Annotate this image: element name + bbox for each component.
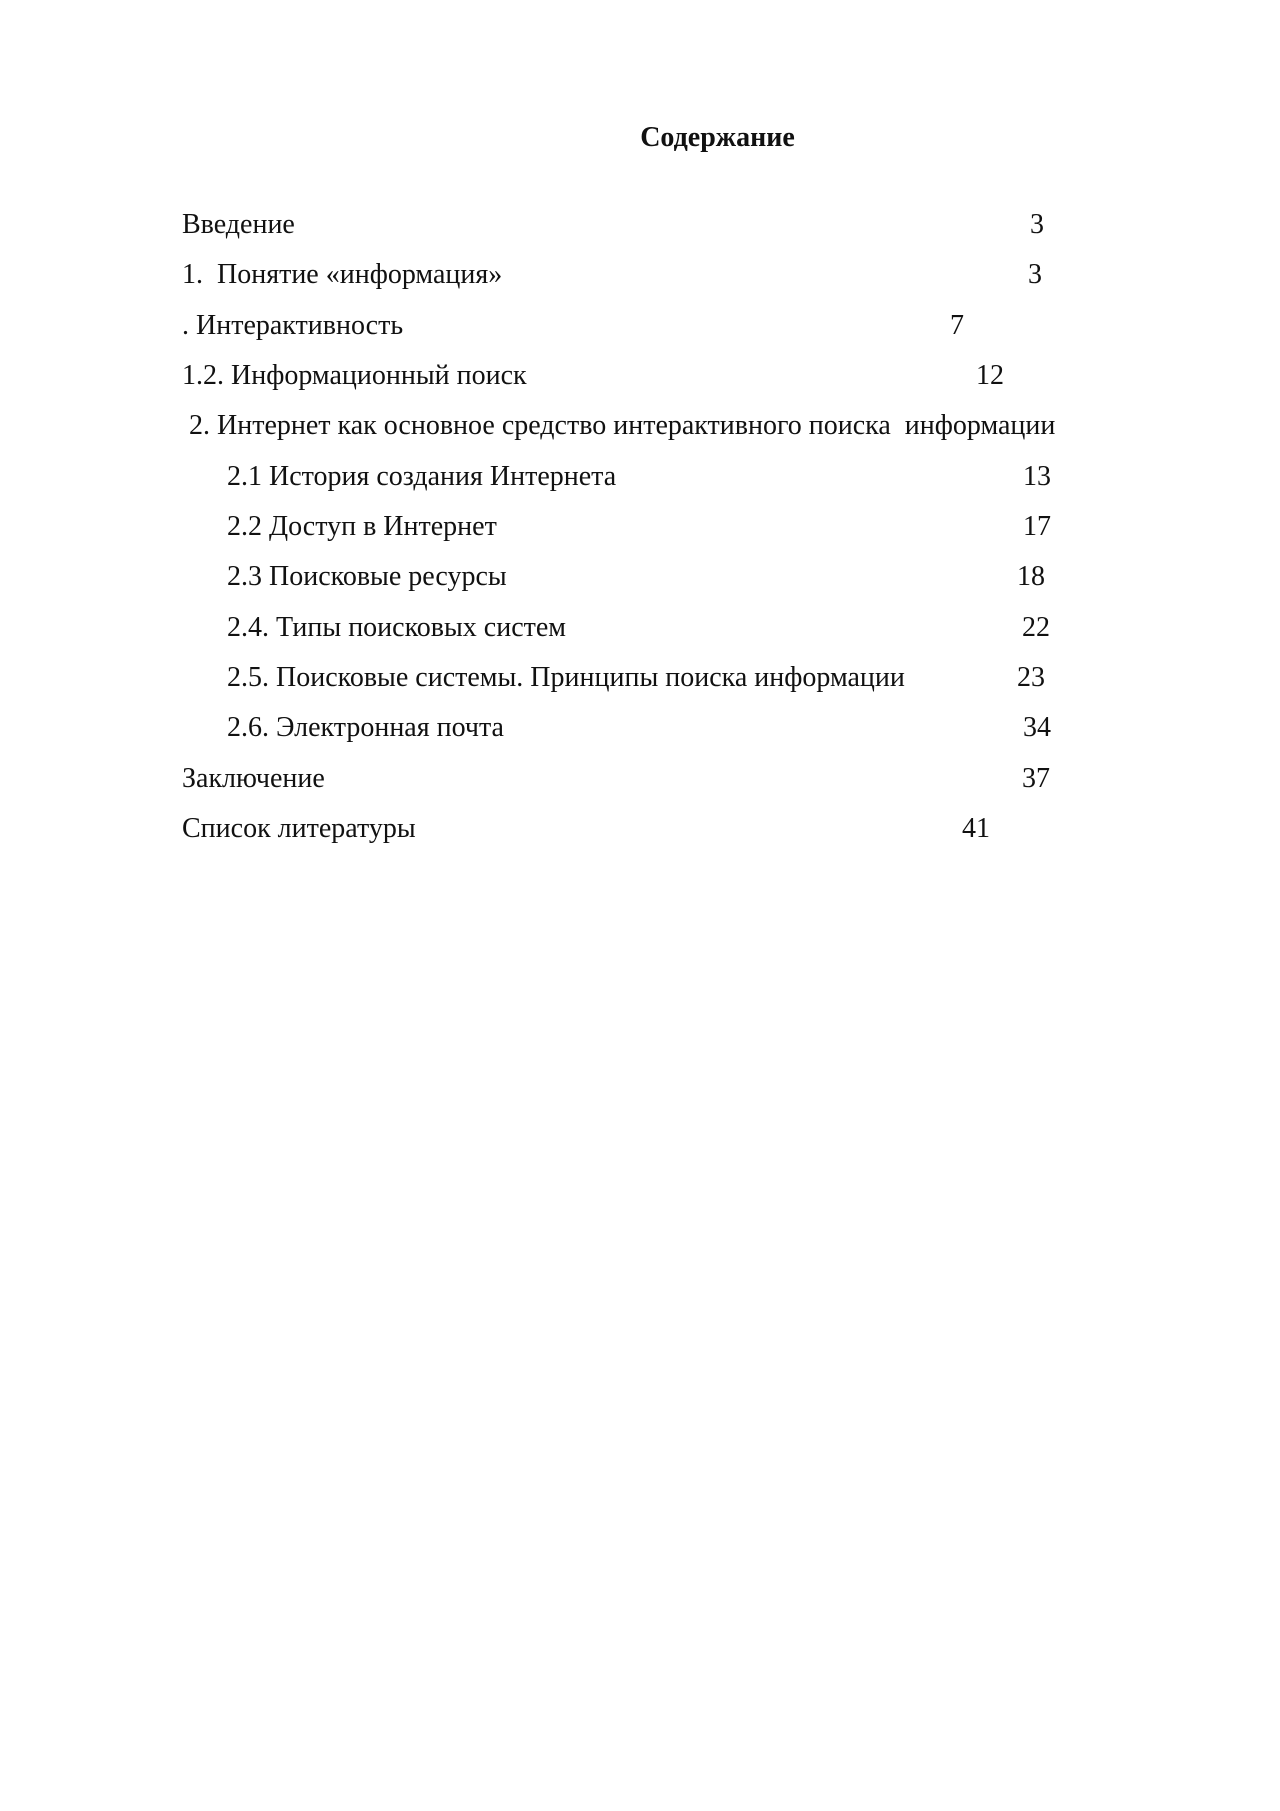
toc-entry-label: 2.4. Типы поисковых систем bbox=[227, 612, 567, 643]
toc-entry-label: . Интерактивность bbox=[182, 310, 404, 341]
toc-entry-label: 2.3 Поисковые ресурсы bbox=[227, 561, 507, 592]
toc-entry-label: Введение bbox=[182, 209, 295, 240]
toc-entry-label: 2. Интернет как основное средство интерактивного поиска информации bbox=[182, 410, 1056, 441]
toc-entry-label: 2.2 Доступ в Интернет bbox=[227, 511, 497, 542]
toc-entry-page: 3 bbox=[1028, 259, 1042, 290]
toc-entry-label: 2.5. Поисковые системы. Принципы поиска информации bbox=[227, 662, 905, 693]
toc-entry-label: Заключение bbox=[182, 763, 325, 794]
toc-entry-label: 1. Понятие «информация» bbox=[182, 259, 503, 290]
toc-entry-page: 23 bbox=[1017, 662, 1045, 693]
toc-entry-page: 37 bbox=[1022, 763, 1050, 794]
toc-entry-label: 2.1 История создания Интернета bbox=[227, 461, 617, 492]
toc-entry-page: 34 bbox=[1023, 712, 1051, 743]
toc-entry-page: 13 bbox=[1023, 461, 1051, 492]
toc-entry-label: Список литературы bbox=[182, 813, 416, 844]
toc-entry-page: 41 bbox=[962, 813, 990, 844]
toc-entry-page: 3 bbox=[1030, 209, 1044, 240]
toc-entry-page: 7 bbox=[950, 310, 964, 341]
toc-entry-page: 12 bbox=[976, 360, 1004, 391]
toc-entry-label: 2.6. Электронная почта bbox=[227, 712, 504, 743]
page-title: Содержание bbox=[640, 122, 795, 153]
toc-entry-page: 18 bbox=[1017, 561, 1045, 592]
toc-entry-page: 22 bbox=[1022, 612, 1050, 643]
toc-entry-page: 17 bbox=[1023, 511, 1051, 542]
toc-entry-label: 1.2. Информационный поиск bbox=[182, 360, 527, 391]
